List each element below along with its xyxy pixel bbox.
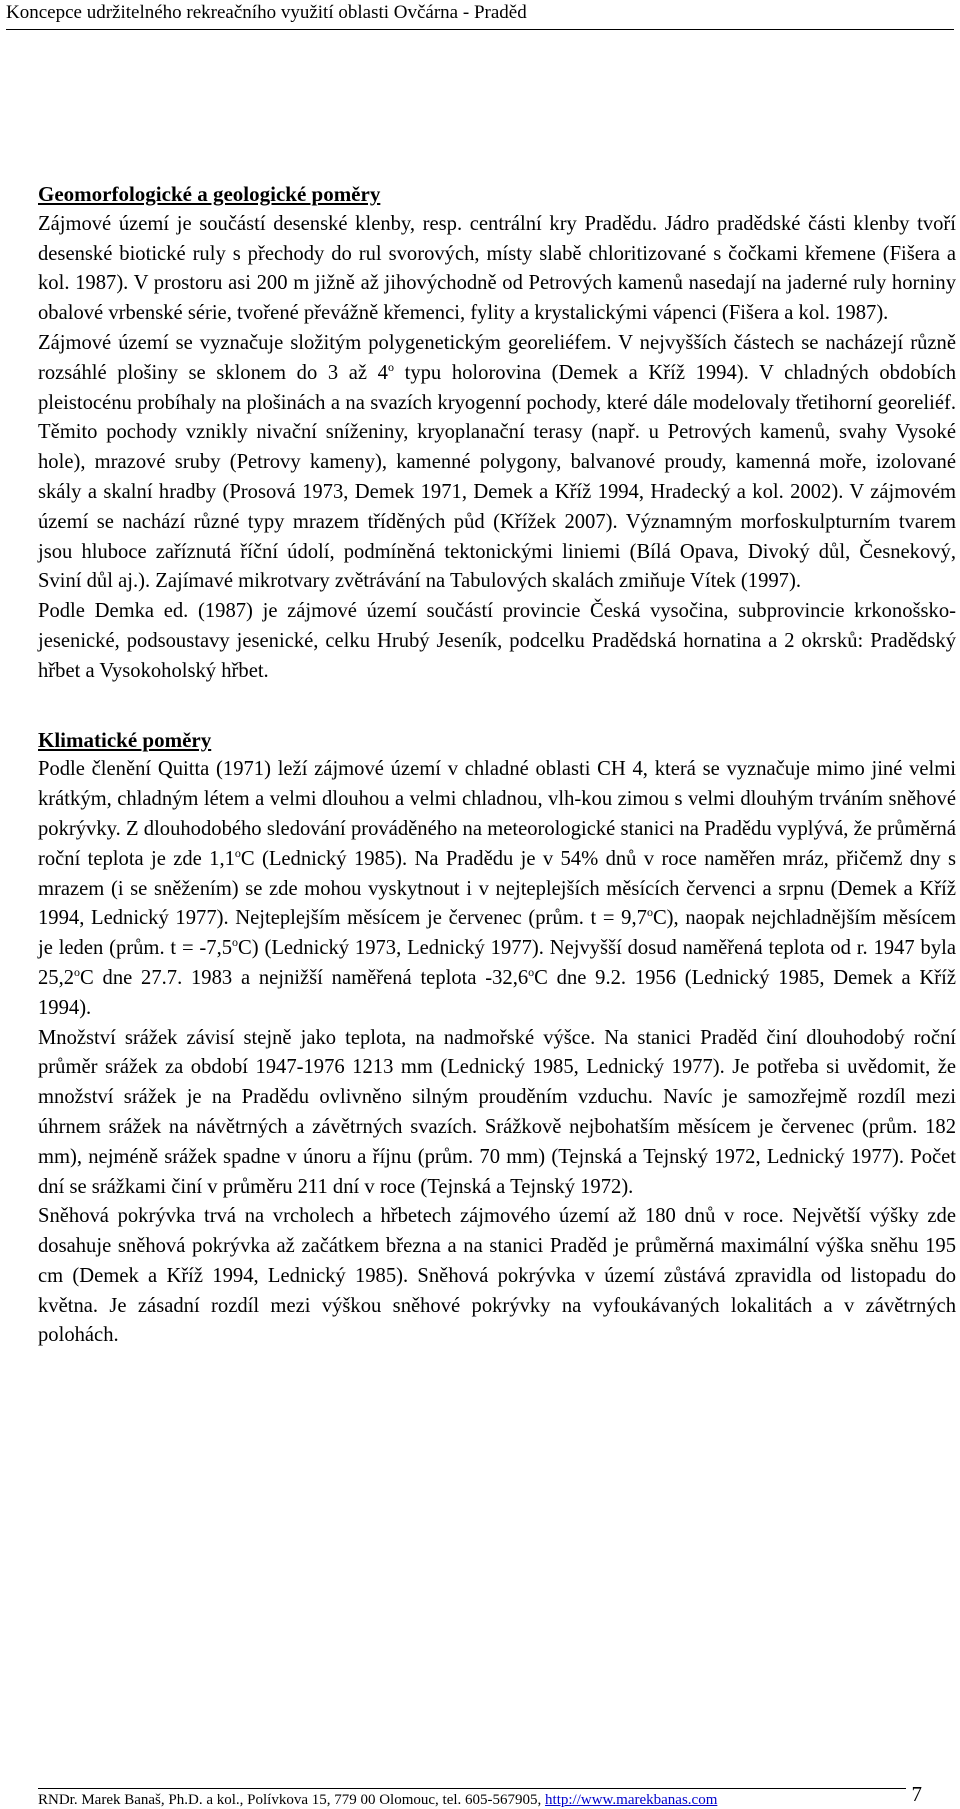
- document-body: [38, 180, 956, 1351]
- degree-sup: o: [387, 359, 394, 374]
- page-number: 7: [911, 1782, 922, 1806]
- footer-contact: RNDr. Marek Banaš, Ph.D. a kol., Polívkova 15, 779 00 Olomouc, tel. 605-567905,: [38, 1792, 546, 1808]
- paragraph-text: C dne 27.7. 1983 a nejnižší naměřená teplota -32,6: [80, 966, 529, 989]
- page-footer: [0, 1776, 960, 1808]
- paragraph-text: C) (Lednický 1973, Lednický 1977). Nejvyšší dosud naměřená teplota od r. 1947 byla 25,2: [38, 937, 956, 989]
- header-title: Koncepce udržitelného rekreačního využití oblasti Ovčárna - Praděd: [6, 2, 527, 23]
- section-heading-geomorphology: Geomorfologické a geologické poměry: [38, 182, 381, 206]
- paragraph-text: typu holorovina (Demek a Kříž 1994). V chladných obdobích pleistocénu probíhaly na plošinách a na svazích kryogenní pochody, které dále modelovaly třetihorní georeliéf. Těmito pochody vznikly nivační sníženiny, kryoplanační terasy (např. u Petrových kamenů, svahy Vysoké hole), mrazové sruby (Petrovy kameny), kamenné polygony, balvanové proudy, kamenná moře, izolované skály a skalní hradby (Prosová 1973, Demek 1971, Demek a Kříž 1994, Hradecký a kol. 2002). V zájmovém území se nachází různé typy mrazem tříděných půd (Křížek 2007). Významným morfoskulpturním tvarem jsou hluboce zaříznutá říční údolí, podmíněná tektonickými liniemi (Bílá Opava, Divoký důl, Česnekový, Sviní důl aj.). Zajímavé mikrotvary zvětrávání na Tabulových skalách zmiňuje Vítek (1997).: [38, 361, 957, 593]
- paragraph-text: Zájmové území se vyznačuje složitým polygenetickým georeliéfem. V nejvyšších částech se nacházejí různě rozsáhlé plošiny se sklonem do 3 až 4: [38, 331, 956, 384]
- paragraph: Sněhová pokrývka trvá na vrcholech a hřbetech zájmového území až 180 dnů v roce. Největší výšky zde dosahuje sněhová pokrývka až začátkem března a na stanici Praděd je průměrná maximální výška sněhu 195 cm (Demek a Kříž 1994, Lednický 1985). Sněhová pokrývka v území zůstává zpravidla od listopadu do května. Je zásadní rozdíl mezi výškou sněhové pokrývky na vyfoukávaných lokalitách a v závětrných polohách.: [38, 1205, 956, 1347]
- paragraph: [38, 755, 956, 1023]
- footer-text: [38, 1792, 717, 1809]
- footer-rule: [38, 1788, 906, 1789]
- paragraph-text: C (Lednický 1985). Na Pradědu je v 54% dnů v roce naměřen mráz, přičemž dny s mrazem (i se sněžením) se zde mohou vyskytnout i v nejteplejších měsících červenci a srpnu (Demek a Kříž 1994, Lednický 1977). Nejteplejším měsícem je červenec (prům. t = 9,7: [38, 847, 956, 930]
- paragraph: Množství srážek závisí stejně jako teplota, na nadmořské výšce. Na stanici Praděd činí dlouhodobý roční průměr srážek za období 1947-1976 1213 mm (Lednický 1985, Lednický 1977). Je potřeba si uvědomit, že množství srážek je na Pradědu ovlivněno silným prouděním vzduchu. Navíc je samozřejmě rozdíl mezi úhrnem srážek na návětrných a závětrných svazích. Srážkově nejbohatším měsícem je červenec (prům. 182 mm), nejméně srážek spadne v únoru a říjnu (prům. 70 mm) (Tejnská a Tejnský 1972, Lednický 1977). Počet dní se srážkami činí v průměru 211 dní v roce (Tejnská a Tejnský 1972).: [38, 1026, 956, 1198]
- paragraph-text: C), naopak nejchladnějším měsícem je leden (prům. t = -7,5: [38, 907, 956, 960]
- page-header: [0, 0, 960, 32]
- degree-sup: o: [232, 935, 239, 950]
- section-spacer: [38, 687, 956, 726]
- header-rule: [6, 29, 954, 30]
- paragraph: Podle Demka ed. (1987) je zájmové území součástí provincie Česká vysočina, subprovincie krkonošsko-jesenické, podsoustavy jesenické, celku Hrubý Jeseník, podcelku Pradědská hornatina a 2 okrsků: Pradědský hřbet a Vysokoholský hřbet.: [38, 600, 956, 682]
- degree-sup: o: [74, 965, 81, 980]
- degree-sup: o: [528, 965, 535, 980]
- paragraph-text: C dne 9.2. 1956 (Lednický 1985, Demek a Kříž 1994).: [38, 966, 956, 1019]
- degree-sup: o: [646, 905, 653, 920]
- paragraph: Zájmové území je součástí desenské klenby, resp. centrální kry Pradědu. Jádro pradědské části klenby tvoří desenské biotické ruly s přechody do rul svorových, místy slabě chloritizované s čočkami křemene (Fišera a kol. 1987). V prostoru asi 200 m jižně až jihovýchodně od Petrových kamenů nasedají na jaderné ruly horniny obalové vrbenské série, tvořené převážně křemenci, fylity a krystalickými vápenci (Fišera a kol. 1987).: [38, 212, 956, 325]
- paragraph: [38, 329, 956, 597]
- degree-sup: o: [234, 845, 241, 860]
- footer-website-link[interactable]: http://www.marekbanas.com: [545, 1792, 718, 1808]
- section-heading-climate: Klimatické poměry: [38, 727, 212, 752]
- paragraph-text: Podle členění Quitta (1971) leží zájmové území v chladné oblasti CH 4, která se vyznačuje mimo jiné velmi krátkým, chladným létem a velmi dlouhou a velmi chladnou, vlh-kou zimou s velmi dlouhým trváním sněhové pokrývky. Z dlouhodobého sledování prováděného na meteorologické stanici na Pradědu vyplývá, že průměrná roční teplota je zde 1,1: [38, 758, 956, 870]
